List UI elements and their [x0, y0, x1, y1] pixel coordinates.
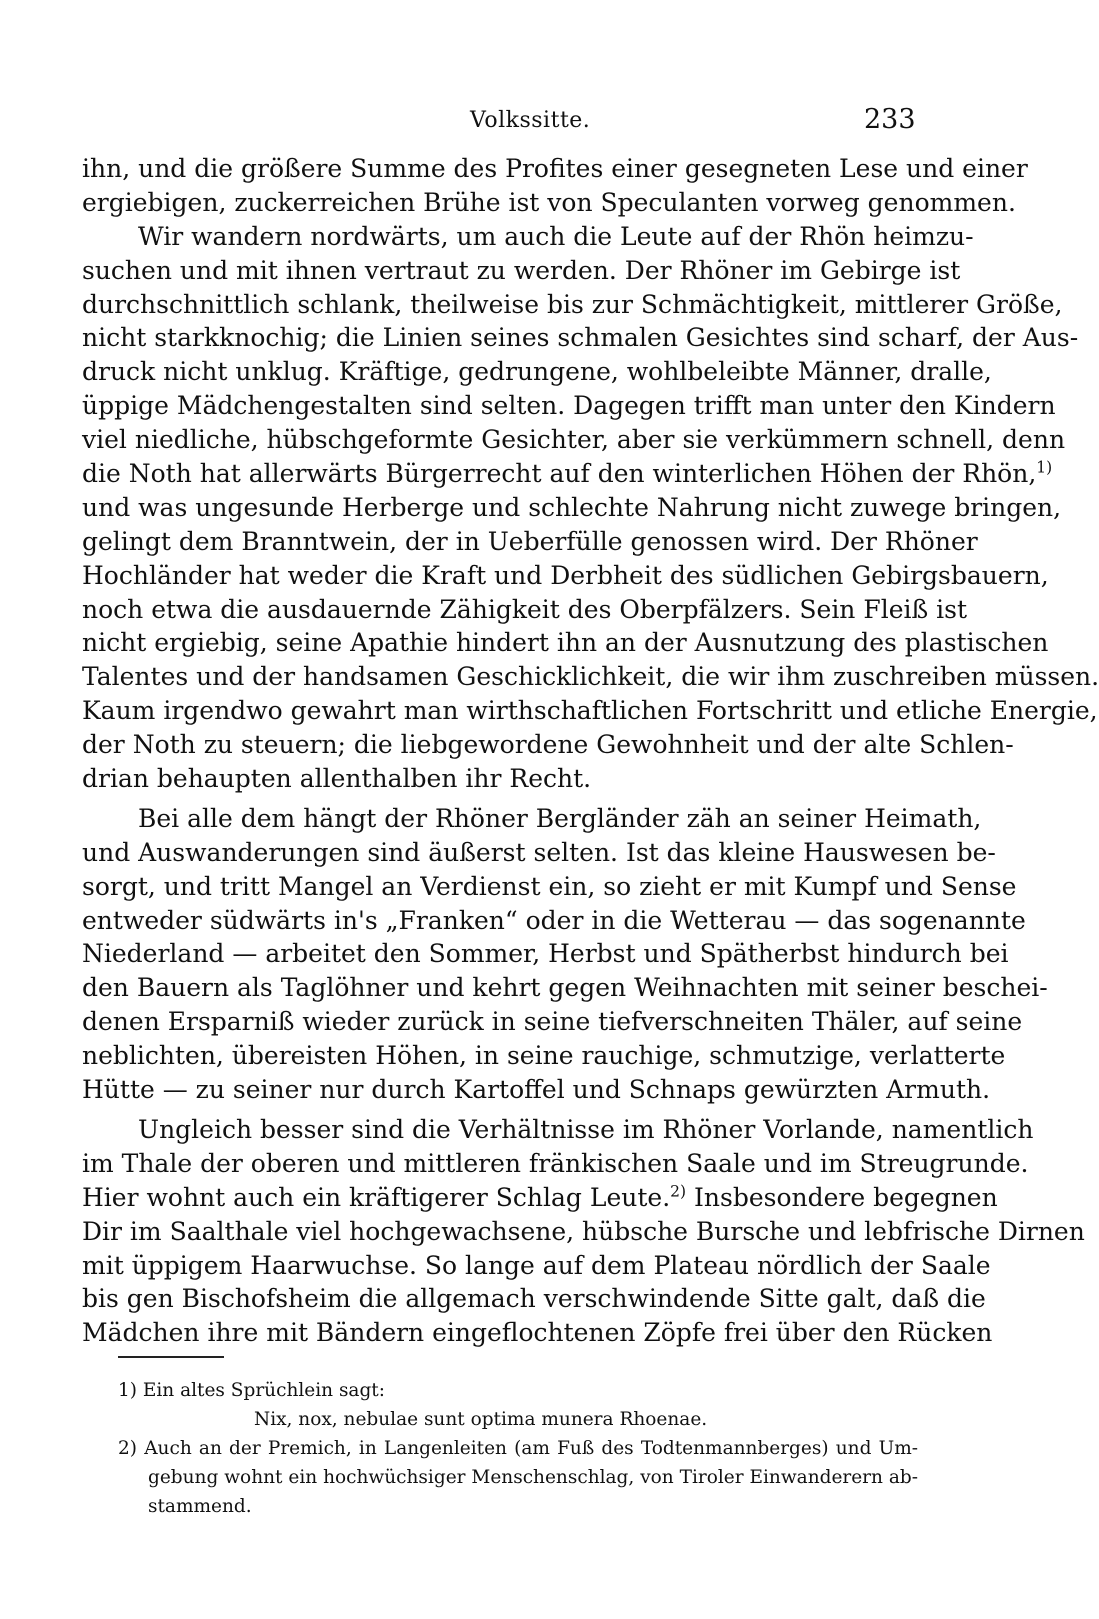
text-line: ihn, und die größere Summe des Profites einer gesegneten Lese und einer	[82, 154, 1028, 183]
footnote-text: Auch an der Premich, in Langenleiten (am Fuß des Todtenmannberges) und Um-	[144, 1438, 918, 1459]
footnote-1	[118, 1376, 918, 1405]
main-text	[82, 152, 1099, 1350]
text-line: Ungleich besser sind die Verhältnisse im Rhöner Vorlande, namentlich	[138, 1114, 1034, 1144]
text-line: sorgt, und tritt Mangel an Verdienst ein, so zieht er mit Kumpf und Sense	[82, 871, 1017, 901]
text-line: drian behaupten allenthalben ihr Recht.	[82, 764, 592, 794]
text-line: suchen und mit ihnen vertraut zu werden. Der Rhöner im Gebirge ist	[82, 255, 961, 285]
page-number: 233	[864, 104, 916, 135]
text-line: nicht ergiebig, seine Apathie hindert ihn an der Ausnutzung des plastischen	[82, 628, 1049, 658]
footnotes	[118, 1376, 918, 1521]
text-line: Dir im Saalthale viel hochgewachsene, hübsche Bursche und lebfrische Dirnen	[82, 1216, 1085, 1246]
text-line: Bei alle dem hängt der Rhöner Bergländer zäh an seiner Heimath,	[138, 803, 982, 833]
text-line	[82, 457, 1053, 491]
text-line: denen Ersparniß wieder zurück in seine tiefverschneiten Thäler, auf seine	[82, 1007, 1023, 1037]
running-title: Volkssitte.	[470, 108, 591, 133]
footnote-quote: Nix, nox, nebulae sunt optima munera Rhoenae.	[254, 1409, 708, 1430]
footnote-2	[118, 1434, 918, 1463]
footnote-text: stammend.	[148, 1496, 252, 1517]
text-line	[82, 1181, 998, 1215]
text-line: ergiebigen, zuckerreichen Brühe ist von Speculanten vorweg genommen.	[82, 187, 1016, 217]
footnote-marker: 1)	[118, 1380, 137, 1401]
text-line: noch etwa die ausdauernde Zähigkeit des Oberpfälzers. Sein Fleiß ist	[82, 594, 968, 624]
text-line: entweder südwärts in's „Franken“ oder in die Wetterau — das sogenannte	[82, 905, 1026, 935]
text-line: und was ungesunde Herberge und schlechte Nahrung nicht zuwege bringen,	[82, 492, 1062, 522]
text-line: Hütte — zu seiner nur durch Kartoffel und Schnaps gewürzten Armuth.	[82, 1075, 991, 1105]
text-line: Wir wandern nordwärts, um auch die Leute auf der Rhön heimzu-	[138, 221, 974, 251]
text-line: Niederland — arbeitet den Sommer, Herbst und Spätherbst hindurch bei	[82, 939, 1009, 969]
text-line: viel niedliche, hübschgeformte Gesichter, aber sie verkümmern schnell, denn	[82, 425, 1066, 455]
text-line: Kaum irgendwo gewahrt man wirthschaftlichen Fortschritt und etliche Energie,	[82, 696, 1098, 726]
text-line: gelingt dem Branntwein, der in Ueberfülle genossen wird. Der Rhöner	[82, 526, 978, 556]
footnote-ref-2[interactable]: 2)	[670, 1182, 687, 1201]
footnote-text: gebung wohnt ein hochwüchsiger Menschenschlag, von Tiroler Einwanderern ab-	[148, 1467, 918, 1488]
text-line: Mädchen ihre mit Bändern eingeflochtenen Zöpfe frei über den Rücken	[82, 1318, 993, 1348]
text-line: bis gen Bischofsheim die allgemach verschwindende Sitte galt, daß die	[82, 1284, 986, 1314]
text-line: der Noth zu steuern; die liebgewordene Gewohnheit und der alte Schlen-	[82, 730, 1014, 760]
text-line: im Thale der oberen und mittleren fränkischen Saale und im Streugrunde.	[82, 1148, 1029, 1178]
text-line-part: die Noth hat allerwärts Bürgerrecht auf den winterlichen Höhen der Rhön,	[82, 459, 1037, 489]
text-line: und Auswanderungen sind äußerst selten. Ist das kleine Hauswesen be-	[82, 837, 996, 867]
footnote-marker: 2)	[118, 1438, 137, 1459]
text-line: Hochländer hat weder die Kraft und Derbheit des südlichen Gebirgsbauern,	[82, 560, 1049, 590]
text-line: nicht starkknochig; die Linien seines schmalen Gesichtes sind scharf, der Aus-	[82, 323, 1079, 353]
footnote-ref-1[interactable]: 1)	[1036, 458, 1053, 477]
text-line: neblichten, übereisten Höhen, in seine rauchige, schmutzige, verlatterte	[82, 1041, 1006, 1071]
text-line: üppige Mädchengestalten sind selten. Dagegen trifft man unter den Kindern	[82, 391, 1056, 421]
text-line: mit üppigem Haarwuchse. So lange auf dem Plateau nördlich der Saale	[82, 1250, 991, 1280]
text-line: durchschnittlich schlank, theilweise bis zur Schmächtigkeit, mittlerer Größe,	[82, 289, 1063, 319]
text-line: den Bauern als Taglöhner und kehrt gegen Weihnachten mit seiner beschei-	[82, 973, 1048, 1003]
footnote-text: Ein altes Sprüchlein sagt:	[142, 1380, 385, 1401]
text-line-part: Hier wohnt auch ein kräftigerer Schlag Leute.	[82, 1182, 671, 1212]
text-line: druck nicht unklug. Kräftige, gedrungene, wohlbeleibte Männer, dralle,	[82, 357, 992, 387]
text-line-part: Insbesondere begegnen	[694, 1182, 998, 1212]
text-line: Talentes und der handsamen Geschicklichkeit, die wir ihm zuschreiben müssen.	[82, 662, 1099, 692]
footnote-divider	[118, 1356, 224, 1358]
